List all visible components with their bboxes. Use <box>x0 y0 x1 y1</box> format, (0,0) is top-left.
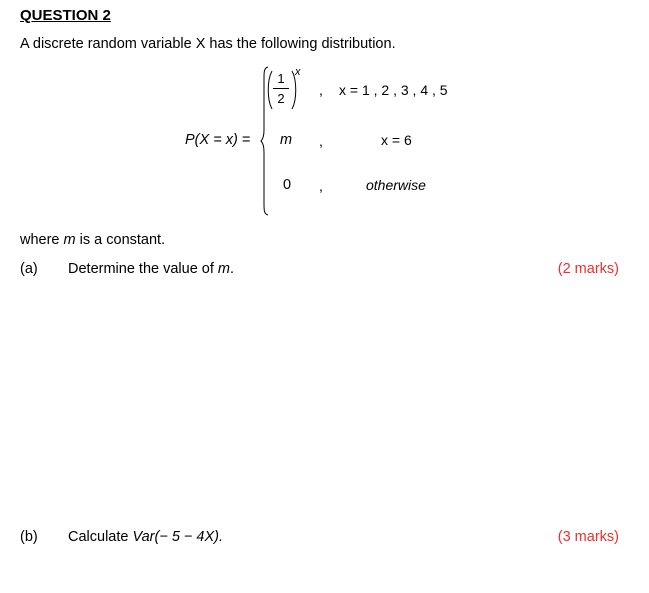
case2-value: m <box>280 132 293 148</box>
case1-comma: , <box>319 82 323 98</box>
fraction <box>271 70 291 107</box>
case3-value: 0 <box>283 177 292 193</box>
case1-condition-text: x = 1 , 2 , 3 , 4 , 5 <box>339 82 448 98</box>
part-b-text <box>68 529 223 545</box>
part-b-marks: (3 marks) <box>557 529 619 545</box>
question-title: QUESTION 2 <box>20 7 111 24</box>
part-b-prefix: Calculate <box>68 529 129 545</box>
part-b-expr: Var(− 5 − 4X). <box>132 529 224 545</box>
part-a-suffix: . <box>230 261 235 277</box>
fraction-denominator: 2 <box>277 91 285 106</box>
case2-condition: x = 6 <box>381 132 412 148</box>
part-a-marks: (2 marks) <box>557 261 619 277</box>
case2-comma: , <box>319 133 323 149</box>
part-b-label: (b) <box>20 529 38 545</box>
pmf-lhs <box>185 132 250 148</box>
case3-comma: , <box>319 178 323 194</box>
where-prefix: where <box>20 232 60 248</box>
fraction-exponent: x <box>295 66 301 78</box>
fraction-numerator: 1 <box>277 71 285 86</box>
part-a-var: m <box>217 261 231 277</box>
half-fraction <box>266 70 296 110</box>
part-a-prefix: Determine the value of <box>68 261 214 277</box>
part-a-label: (a) <box>20 261 38 277</box>
case3-condition: otherwise <box>366 177 426 193</box>
pmf-lhs-text: P(X = x) = <box>185 132 251 148</box>
question-intro: A discrete random variable X has the following distribution. <box>20 36 396 52</box>
fraction-bar <box>273 88 289 89</box>
where-suffix: is a constant. <box>79 232 166 248</box>
where-var: m <box>63 232 76 248</box>
part-a-text <box>68 261 234 277</box>
case1-condition <box>339 82 448 98</box>
constant-note <box>20 232 165 248</box>
